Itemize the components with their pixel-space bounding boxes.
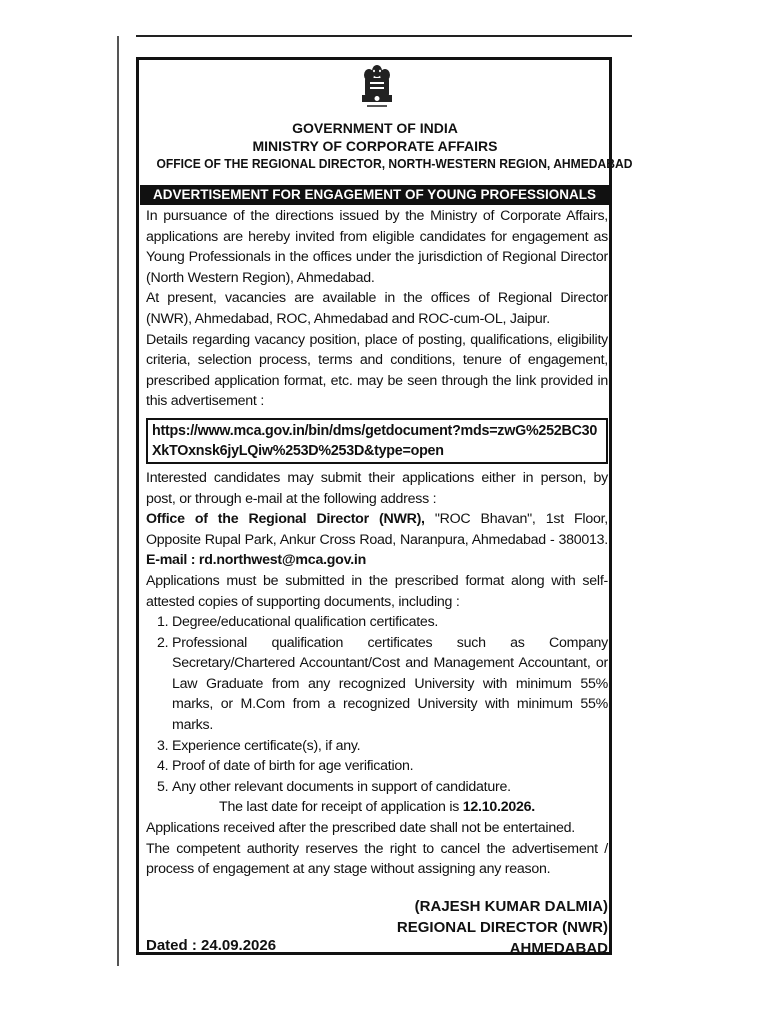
- signatory-name: (RAJESH KUMAR DALMIA): [414, 898, 608, 915]
- top-rule: [136, 35, 632, 37]
- advertisement-body: [146, 206, 608, 880]
- list-item: 3. Experience certificate(s), if any.: [172, 736, 608, 757]
- documents-intro: Applications must be submitted in the prescribed format along with self-attested copies of supporting documents, including :: [146, 572, 608, 610]
- late-applications-note: Applications received after the prescribed date shall not be entertained.: [146, 820, 575, 837]
- document-link[interactable]: https://www.mca.gov.in/bin/dms/getdocument?mds=zwG%252BC30XkTOxnsk6jyLQiw%253D%253D&type=open: [146, 418, 608, 464]
- last-date-value: 12.10.2026.: [462, 799, 535, 816]
- list-item: 2. Professional qualification certificates such as Company Secretary/Chartered Accountant/Cost and Management Accountant, or Law Graduate from any recognized University with minimum 55% marks, or M.Com from a recognized University with minimum 55% marks.: [172, 633, 608, 736]
- address-details: "ROC Bhavan", 1st Floor, Opposite Rupal Park, Ankur Cross Road, Naranpura, Ahmedabad - 380013.: [146, 511, 608, 548]
- header-government: GOVERNMENT OF INDIA: [292, 120, 458, 136]
- reservation-note: The competent authority reserves the right to cancel the advertisement / process of engagement at any stage without assigning any reason.: [146, 840, 608, 878]
- signatory-designation: REGIONAL DIRECTOR (NWR): [396, 919, 608, 936]
- signatory-place: AHMEDABAD: [509, 940, 608, 957]
- advertisement-banner: ADVERTISEMENT FOR ENGAGEMENT OF YOUNG PROFESSIONALS: [140, 185, 609, 205]
- list-item: 4. Proof of date of birth for age verification.: [172, 756, 608, 777]
- list-item: 5. Any other relevant documents in support of candidature.: [172, 777, 608, 798]
- vacancy-paragraph: At present, vacancies are available in the offices of Regional Director (NWR), Ahmedabad, ROC, Ahmedabad and ROC-cum-OL, Jaipur.: [146, 290, 608, 327]
- list-item: 1. Degree/educational qualification certificates.: [172, 612, 608, 633]
- header-ministry: MINISTRY OF CORPORATE AFFAIRS: [252, 138, 498, 154]
- email-address[interactable]: E-mail : rd.northwest@mca.gov.in: [146, 552, 366, 569]
- left-rule: [117, 36, 119, 966]
- dated-line: Dated : 24.09.2026: [146, 937, 277, 954]
- state-emblem-icon: [358, 62, 396, 118]
- last-date-prefix: The last date for receipt of application is: [219, 799, 463, 816]
- details-paragraph: Details regarding vacancy position, place of posting, qualifications, eligibility criteria, selection process, terms and conditions, tenure of engagement, prescribed application format, etc. may be seen through the link provided in this advertisement :: [146, 331, 608, 410]
- documents-list: [146, 612, 608, 797]
- intro-paragraph: In pursuance of the directions issued by the Ministry of Corporate Affairs, applications are hereby invited from eligible candidates for engagement as Young Professionals in the offices under the jurisdiction of Regional Director (North Western Region), Ahmedabad.: [146, 208, 608, 286]
- header-office: OFFICE OF THE REGIONAL DIRECTOR, NORTH-WESTERN REGION, AHMEDABAD: [156, 156, 633, 171]
- submission-paragraph: Interested candidates may submit their applications either in person, by post, or through e-mail at the following address :: [146, 469, 608, 507]
- last-date-line: [146, 797, 608, 818]
- address-office: Office of the Regional Director (NWR),: [146, 511, 425, 528]
- address-paragraph: [146, 509, 608, 571]
